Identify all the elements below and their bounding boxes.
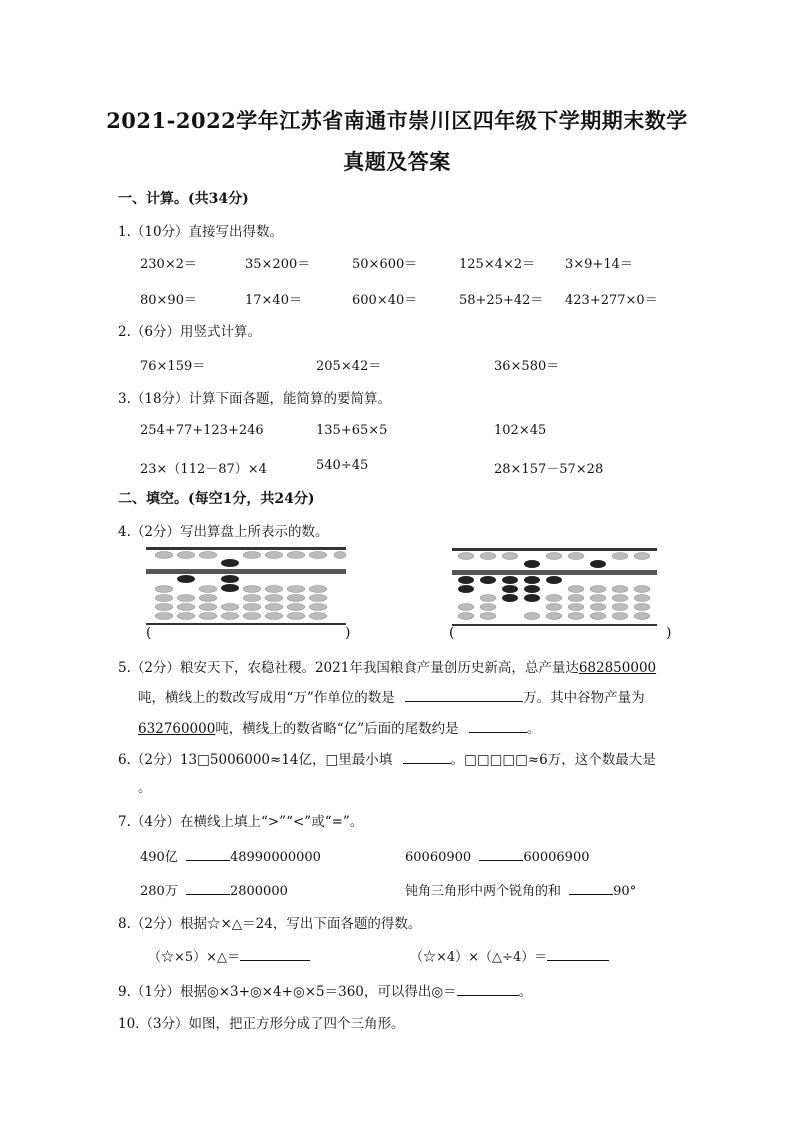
q3-item: 540÷45 [316,458,369,473]
q1-item: 80×90＝ [140,293,197,308]
question-2: 2.（6分）用竖式计算。 [118,324,261,340]
q9-text: 9.（1分）根据◎×3+◎×4+◎×5＝360，可以得出◎＝ [118,984,457,1000]
q1-item: 125×4×2＝ [459,257,536,272]
question-1: 1.（10分）直接写出得数。 [118,224,284,240]
question-5-line-3 [138,717,540,737]
answer-blank[interactable] [405,687,523,702]
q3-item: 102×45 [494,423,547,438]
q2-item: 76×159＝ [140,359,206,374]
q8-item [148,946,310,965]
answer-blank[interactable] [457,981,519,996]
title-line-1: 2021-2022学年江苏省南通市崇川区四年级下学期期末数学 [106,108,688,133]
answer-blank[interactable] [469,718,527,733]
compare-left: 60060900 [405,850,472,865]
section-2-heading: 二、填空。(每空1分，共24分) [118,491,315,507]
answer-blank[interactable] [240,946,310,961]
compare-item [405,880,636,899]
q8-expression: （☆×5）×△＝ [148,950,241,965]
question-3: 3.（18分）计算下面各题，能简算的要简算。 [118,391,392,407]
question-10: 10.（3分）如图，把正方形分成了四个三角形。 [118,1016,405,1032]
compare-right: 90° [613,884,637,899]
answer-blank[interactable] [569,880,613,895]
abacus-figure-right [452,545,662,627]
compare-right: 48990000000 [229,850,321,865]
q1-item: 230×2＝ [140,257,197,272]
abacus-answer-open: ( [146,625,152,641]
q3-item: 28×157－57×28 [494,462,604,477]
q3-item: 23×（112－87）×4 [140,462,267,477]
q8-item [410,946,609,965]
title-line-2: 真题及答案 [343,149,451,174]
compare-right: 60006900 [523,850,590,865]
abacus-answer-close: ) [345,625,351,641]
question-6 [118,748,656,768]
compare-right: 2800000 [229,884,288,899]
q3-item: 135+65×5 [316,423,388,438]
question-5 [118,656,656,676]
answer-blank[interactable] [403,749,451,764]
compare-left: 钝角三角形中两个锐角的和 [405,884,562,899]
answer-blank[interactable] [186,880,230,895]
q3-item: 254+77+123+246 [140,423,264,438]
compare-item [140,846,321,865]
answer-blank[interactable] [186,846,230,861]
compare-item [140,880,288,899]
q1-item: 423+277×0＝ [565,293,658,308]
compare-left: 490亿 [140,850,178,865]
q2-item: 36×580＝ [494,359,560,374]
q1-item: 17×40＝ [245,293,302,308]
question-9 [118,980,532,1000]
answer-blank[interactable] [479,846,523,861]
abacus-answer-close: ) [666,625,672,641]
answer-blank[interactable] [547,946,609,961]
question-4: 4.（2分）写出算盘上所表示的数。 [118,524,329,540]
q5-text: 。 [526,721,541,737]
abacus-figure-left [146,545,356,627]
question-8: 8.（2分）根据☆×△＝24，写出下面各题的得数。 [118,916,422,932]
compare-item [405,846,589,865]
q1-item: 600×40＝ [352,293,418,308]
question-5-line-2 [138,686,645,706]
q6-text: 。□□□□□≈6万，这个数最大是 [450,752,656,768]
section-1-heading: 一、计算。(共34分) [118,191,249,207]
q1-item: 3×9+14＝ [565,257,633,272]
q1-item: 35×200＝ [245,257,311,272]
q6-text: 6.（2分）13□5006000≈14亿，□里最小填 [118,752,393,768]
q9-text: 。 [518,984,533,1000]
q6-end: 。 [138,780,152,796]
q5-number-1: 682850000 [578,660,657,676]
q5-text: 万。其中谷物产量为 [523,690,645,706]
q5-text: 吨，横线上的数省略“亿”后面的尾数约是 [215,721,459,737]
question-7: 7.（4分）在横线上填上“>”“<”或“=”。 [118,814,364,830]
q1-item: 50×600＝ [352,257,418,272]
compare-left: 280万 [140,884,178,899]
q5-text: 5.（2分）粮安天下，农稳社稷。2021年我国粮食产量创历史新高，总产量达 [118,660,579,676]
abacus-answer-open: ( [449,625,455,641]
q1-item: 58+25+42＝ [459,293,544,308]
q8-expression: （☆×4）×（△÷4）＝ [410,950,548,965]
q2-item: 205×42＝ [316,359,382,374]
q5-text: 吨，横线上的数改写成用“万”作单位的数是 [138,690,395,706]
q5-number-2: 632760000 [138,721,216,737]
